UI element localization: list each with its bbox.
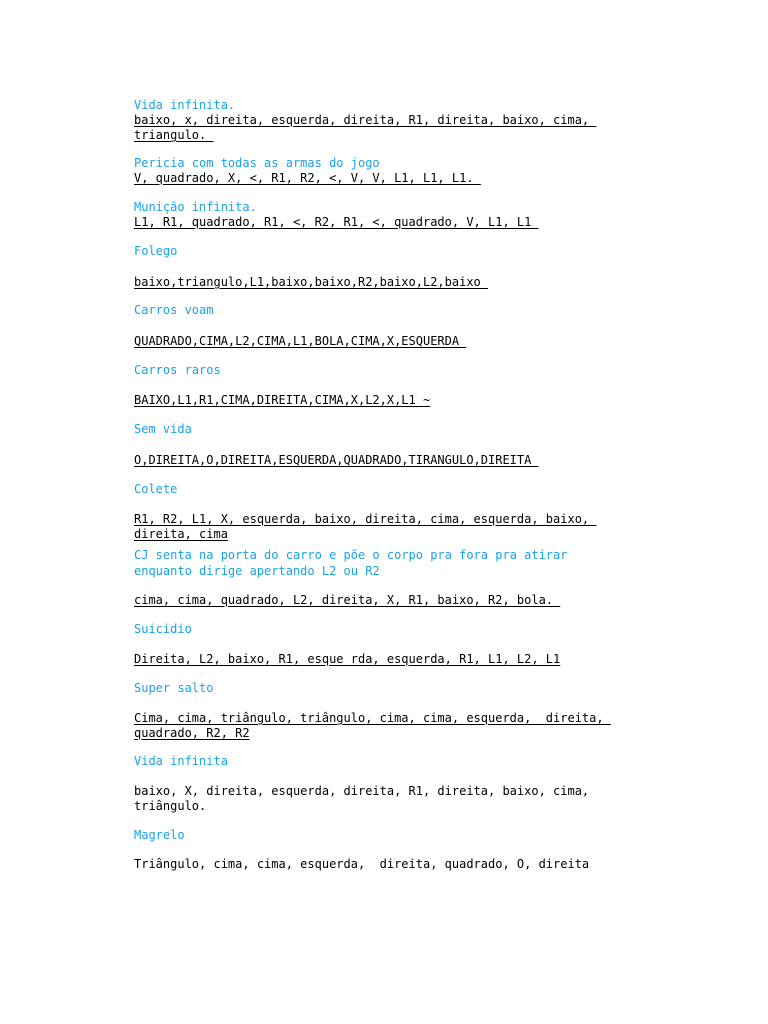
cheat-title: Magrelo (134, 828, 185, 842)
cheat-title: Colete (134, 482, 178, 496)
cheat-code: Cima, cima, triângulo, triângulo, cima, cima, esquerda, direita, quadrado, R2, R2 (134, 711, 604, 740)
cheat-title: Munição infinita. (134, 200, 257, 214)
cheat-code: baixo,triangulo,L1,baixo,baixo,R2,baixo,L2,baixo (134, 275, 489, 289)
cheat-title: Super salto (134, 681, 214, 695)
cheat-code: V, quadrado, X, <, R1, R2, <, V, V, L1, L1, L1. (134, 171, 481, 185)
cheat-code: L1, R1, quadrado, R1, <, R2, R1, <, quadrado, V, L1, L1 (134, 215, 539, 229)
cheat-title: Sem vida (134, 422, 192, 436)
document-page (134, 98, 614, 872)
cheat-title: Vida infinita. (134, 98, 236, 112)
cheat-title: Pericia com todas as armas do jogo (134, 156, 380, 170)
cheat-title: Suicidio (134, 622, 192, 636)
cheat-code: baixo, X, direita, esquerda, direita, R1, direita, baixo, cima, triângulo. (134, 784, 590, 813)
cheat-title: Folego (134, 244, 178, 258)
cheat-code: BAIXO,L1,R1,CIMA,DIREITA,CIMA,X,L2,X,L1 ~ (134, 393, 431, 407)
cheat-code: O,DIREITA,O,DIREITA,ESQUERDA,QUADRADO,TIRANGULO,DIREITA (134, 453, 539, 467)
cheat-title: Carros raros (134, 363, 221, 377)
cheat-title: Carros voam (134, 303, 214, 317)
cheat-title: CJ senta na porta do carro e põe o corpo pra fora pra atirar enquanto dirige apertando L2 ou R2 (134, 548, 575, 578)
cheat-code: QUADRADO,CIMA,L2,CIMA,L1,BOLA,CIMA,X,ESQUERDA (134, 334, 467, 348)
cheat-code: R1, R2, L1, X, esquerda, baixo, direita, cima, esquerda, baixo, direita, cima (134, 512, 590, 541)
cheat-title: Vida infinita (134, 754, 228, 768)
cheat-code: cima, cima, quadrado, L2, direita, X, R1, baixo, R2, bola. (134, 593, 561, 607)
cheat-code: baixo, x, direita, esquerda, direita, R1, direita, baixo, cima, triangulo. (134, 113, 590, 142)
cheat-code: Triângulo, cima, cima, esquerda, direita, quadrado, O, direita (134, 857, 590, 871)
cheat-code: Direita, L2, baixo, R1, esque rda, esquerda, R1, L1, L2, L1 (134, 652, 561, 666)
